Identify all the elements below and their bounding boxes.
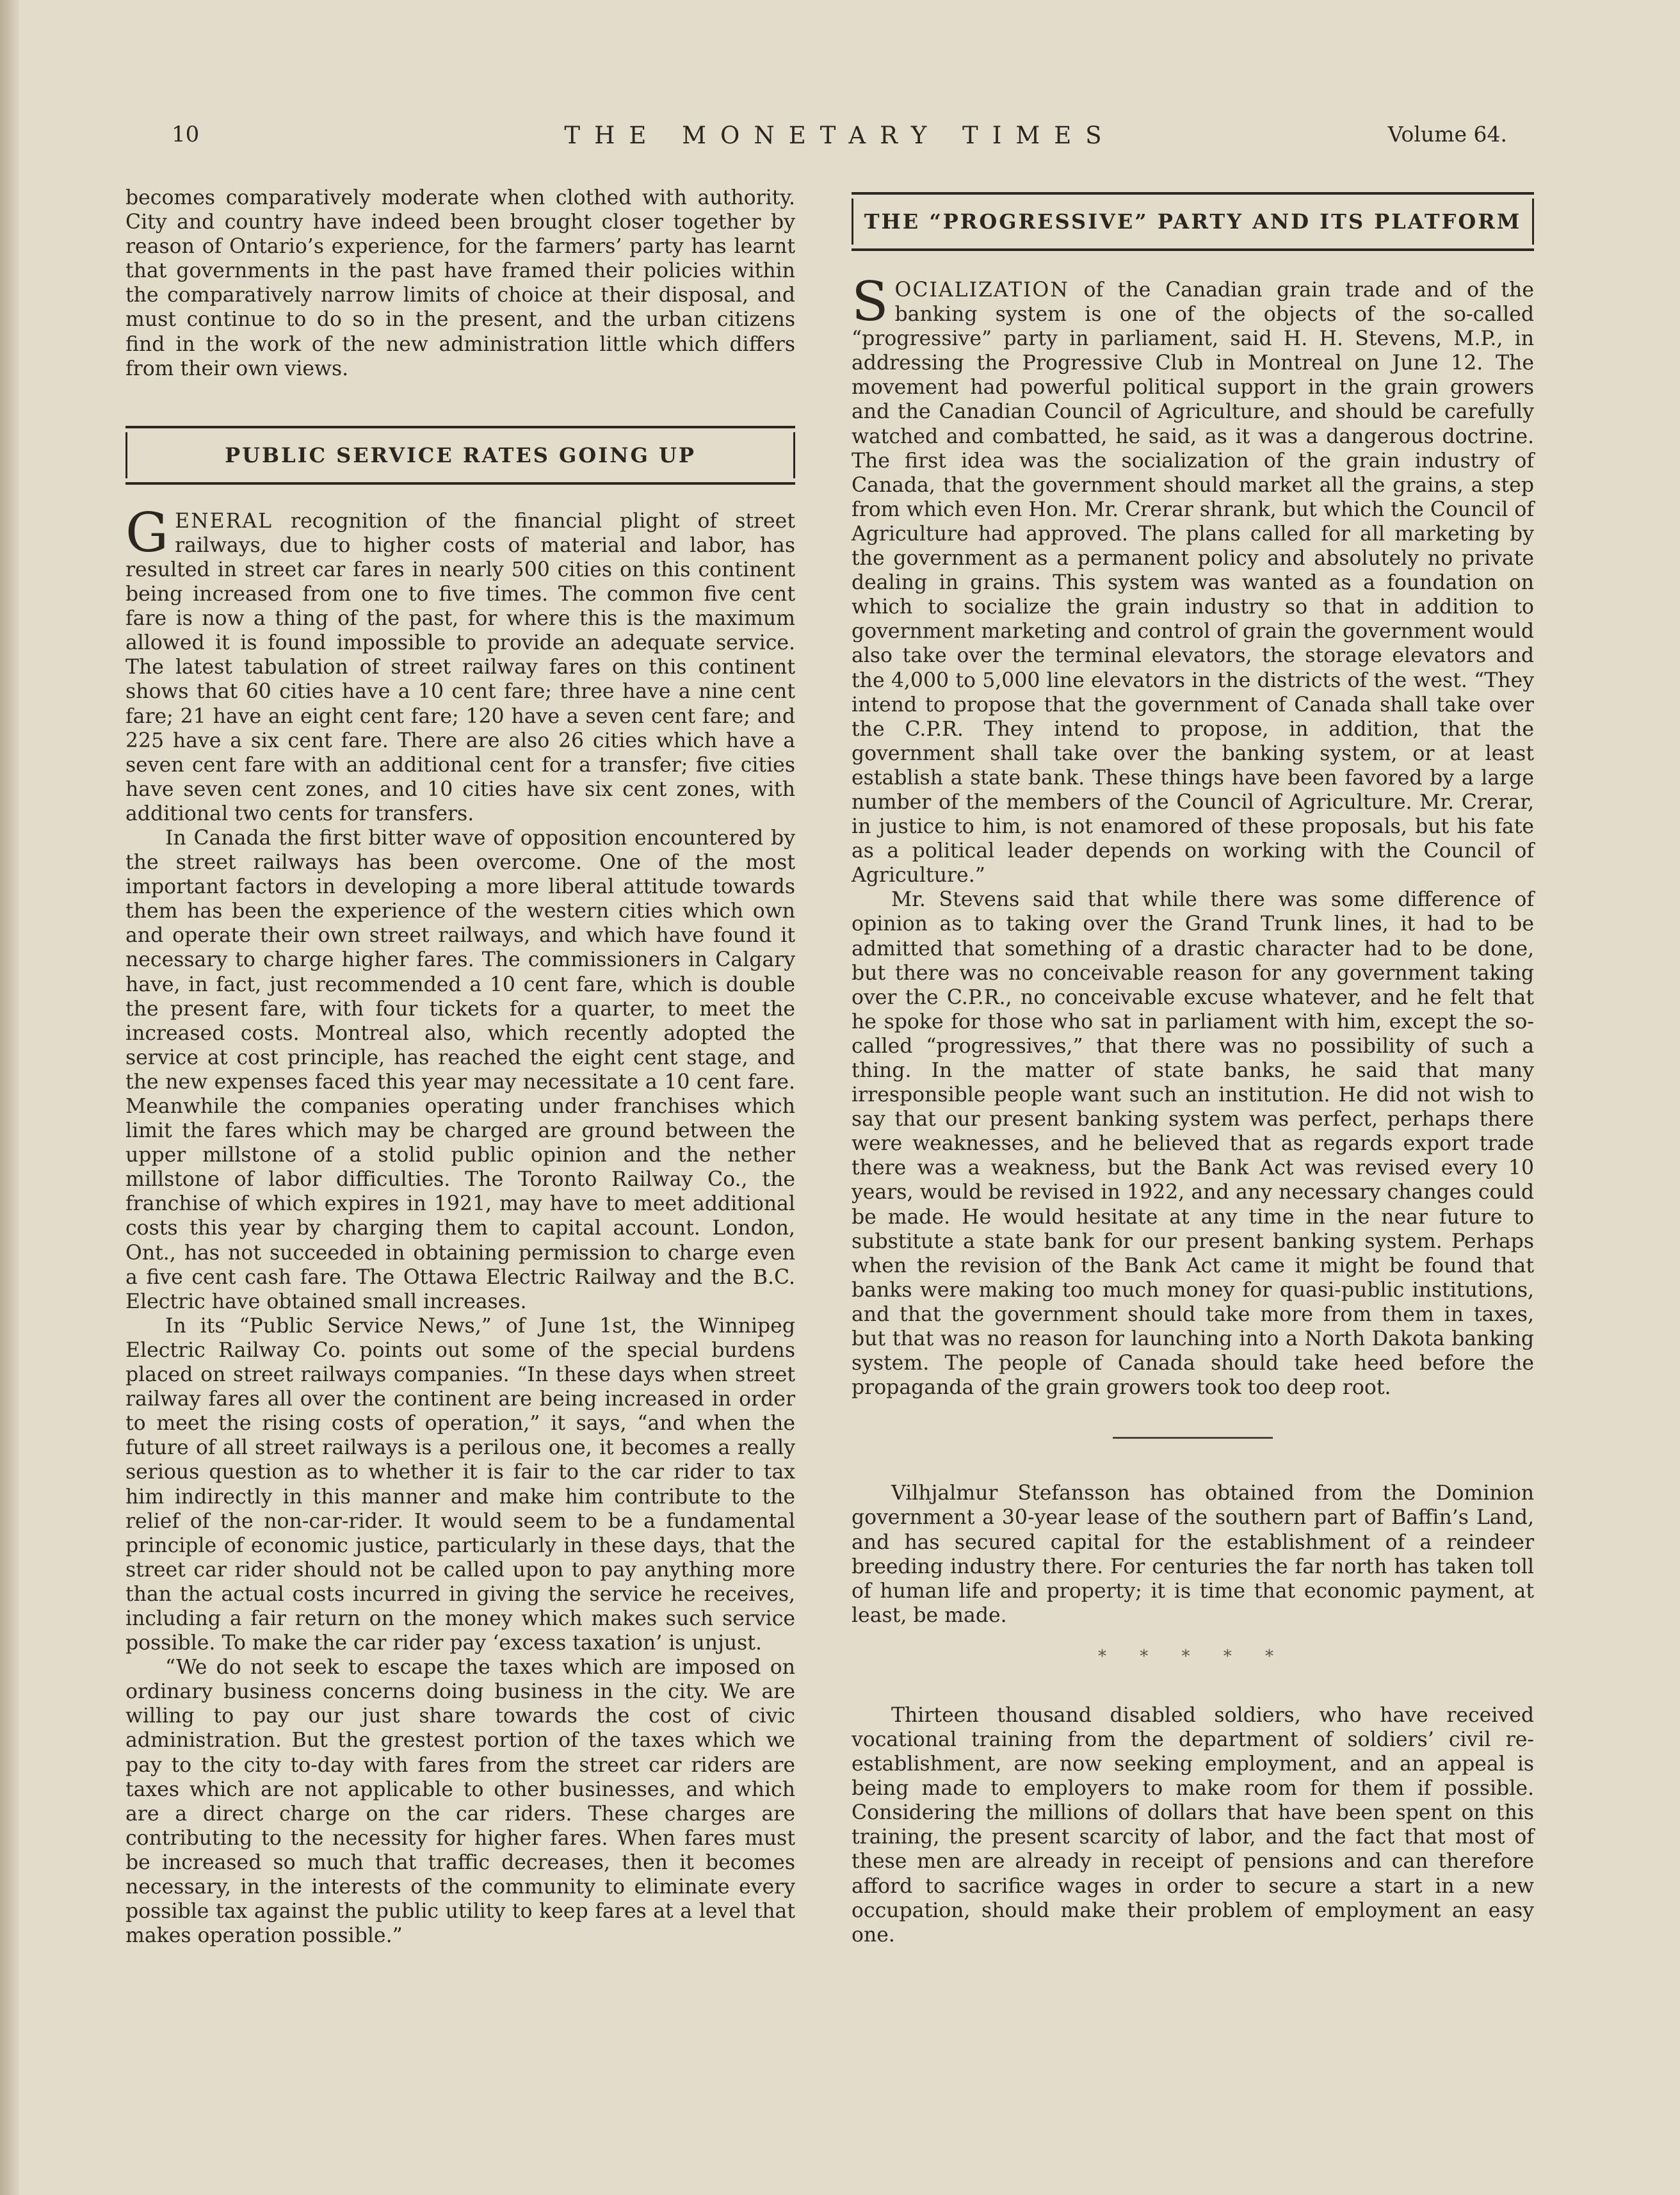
article-paragraph: [852, 270, 1534, 887]
volume-label: Volume 64.: [1387, 122, 1507, 147]
section-divider: [1113, 1437, 1273, 1439]
paragraph-text: recognition of the financial plight of street railways, due to higher costs of material and labor, has resulted in street car fares in nearly 500 cities on this continent being increased from one to five times. The common five cent fare is now a thing of the past, for where this is the maximum allowed it is found impossible to provide an adequate service. The latest tabulation of street railway fares on this continent shows that 60 cities have a 10 cent fare; three have a nine cent fare; 21 have an eight cent fare; 120 have a seven cent fare; and 225 have a six cent fare. There are also 26 cities which have a seven cent fare with an additional cent for a transfer; five cities have seven cent zones, and 10 cities have six cent zones, with additional two cents for transfers.: [125, 509, 795, 825]
masthead: THE MONETARY TIMES: [564, 122, 1116, 149]
continued-paragraph: becomes comparatively moderate when clothed with authority. City and country have indeed been brought closer together by reason of Ontario’s experience, for the farmers’ party has learnt that governments in the past have framed their policies within the comparatively narrow limits of choice at their disposal, and must continue to do so in the present, and the urban citizens find in the work of the new administration little which differs from their own views.: [125, 186, 795, 380]
news-note-stefansson: Vilhjalmur Stefansson has obtained from the Dominion government a 30-year lease of the southern part of Baffin’s Land, and has secured capital for the establishment of a reindeer breeding industry there. For centuries the far north has taken toll of human life and property; it is time that economic payment, at least, be made.: [852, 1482, 1534, 1627]
article-paragraph: In Canada the first bitter wave of opposition encountered by the street railways has been overcome. One of the most important factors in developing a more liberal attitude towards them has been the experience of the western cities which own and operate their own street railways, and which have found it necessary to charge higher fares. The commissioners in Calgary have, in fact, just recommended a 10 cent fare, which is double the present fare, with four tickets for a quarter, to meet the increased costs. Montreal also, which recently adopted the service at cost principle, has reached the eight cent stage, and the new expenses faced this year may necessitate a 10 cent fare. Meanwhile the companies operating under franchises which limit the fares which may be charged are ground between the upper millstone of a stolid public opinion and the nether millstone of labor difficulties. The Toronto Railway Co., the franchise of which expires in 1921, may have to meet additional costs this year by charging them to capital account. London, Ont., has not succeeded in obtaining permission to charge even a five cent cash fare. The Ottawa Electric Railway and the B.C. Electric have obtained small increases.: [125, 826, 795, 1313]
headline-box-public-service: [125, 426, 795, 485]
page-number: 10: [172, 122, 200, 147]
drop-cap: G: [125, 501, 169, 564]
page-binding-edge: [0, 0, 19, 2195]
article-paragraph: “We do not seek to escape the taxes which are imposed on ordinary business concerns doing business in the city. We are willing to pay our just share towards the cost of civic administration. But the grestest portion of the taxes which we pay to the city to-day with fares from the street car riders are taxes which are not applicable to other businesses, and which are a direct charge on the car riders. These charges are contributing to the necessity for higher fares. When fares must be increased so much that traffic decreases, then it becomes necessary, in the interests of the community to eliminate every possible tax against the public utility to keep fares at a level that makes operation possible.”: [125, 1656, 795, 1948]
article-progressive-party: [852, 270, 1534, 1400]
left-column: [125, 186, 795, 1948]
article-public-service-rates: [125, 501, 795, 1948]
drop-cap: S: [852, 270, 889, 333]
headline-progressive-party: THE “PROGRESSIVE” PARTY AND ITS PLATFORM: [864, 209, 1522, 234]
lead-words: ENERAL: [175, 509, 273, 533]
headline-public-service-rates: PUBLIC SERVICE RATES GOING UP: [225, 442, 696, 467]
article-paragraph: In its “Public Service News,” of June 1st, the Winnipeg Electric Railway Co. points out some of the special burdens placed on street railways companies. “In these days when street railway fares all over the continent are being increased in order to meet the rising costs of operation,” it says, “and when the future of all street railways is a perilous one, it becomes a really serious question as to whether it is fair to the car rider to tax him indirectly in this manner and make him contribute to the relief of the non-car-rider. It would seem to be a fundamental principle of economic justice, particularly in these days, that the street car rider should not be called upon to pay anything more than the actual costs incurred in giving the service he receives, including a fair return on the money which makes such service possible. To make the car rider pay ‘excess taxation’ is unjust.: [125, 1314, 795, 1655]
star-divider: * * * * *: [1097, 1646, 1288, 1666]
paragraph-text: of the Canadian grain trade and of the banking system is one of the objects of the so-called “progressive” party in parliament, said H. H. Stevens, M.P., in addressing the Progressive Club in Montreal on June 12. The movement had powerful political support in the grain growers and the Canadian Council of Agriculture, and should be carefully watched and combatted, he said, as it was a dangerous doctrine. The first idea was the socialization of the grain industry of Canada, that the government should market all the grains, a step from which even Hon. Mr. Crerar shrank, but which the Council of Agriculture had approved. The plans called for all marketing by the government as a permanent policy and absolutely no private dealing in grains. This system was wanted as a foundation on which to socialize the grain industry so that in addition to government marketing and control of grain the government would also take over the terminal elevators, the storage elevators and the 4,000 to 5,000 line elevators in the districts of the west. “They intend to propose that the government of Canada shall take over the C.P.R. They intend to propose, in addition, that the government shall take over the banking system, or at least establish a state bank. These things have been favored by a large number of the members of the Council of Agriculture. Mr. Crerar, in justice to him, is not enamored of these proposals, but his fate as a political leader depends on working with the Council of Agriculture.”: [852, 279, 1534, 887]
news-note-disabled-soldiers: Thirteen thousand disabled soldiers, who have received vocational training from the department of soldiers’ civil re-establishment, are now seeking employment, and an appeal is being made to employers to make room for them if possible. Considering the millions of dollars that have been spent on this training, the present scarcity of labor, and the fact that most of these men are already in receipt of pensions and can therefore afford to sacrifice wages in order to secure a start in a new occupation, should make their problem of employment an easy one.: [852, 1703, 1534, 1947]
right-column: [852, 192, 1534, 1947]
article-paragraph: Mr. Stevens said that while there was some difference of opinion as to taking over the Grand Trunk lines, it had to be admitted that something of a drastic character had to be done, but there was no conceivable reason for any government taking over the C.P.R., no conceivable excuse whatever, and he felt that he spoke for those who sat in parliament with him, except the so-called “progressives,” that there was no possibility of such a thing. In the matter of state banks, he said that many irresponsible people want such an institution. He did not wish to say that our present banking system was perfect, perhaps there were weaknesses, and he believed that as regards export trade there was a weakness, but the Bank Act was revised every 10 years, would be revised in 1922, and any necessary changes could be made. He would hesitate at any time in the near future to substitute a state bank for our present banking system. Perhaps when the revision of the Bank Act came it might be found that banks were making too much money for quasi-public institutions, and that the government should take more from them in taxes, but that was no reason for launching into a North Dakota banking system. The people of Canada should take heed before the propaganda of the grain growers took too deep root.: [852, 888, 1534, 1400]
headline-box-progressive-party: [852, 192, 1534, 251]
page-header: [0, 122, 1680, 154]
article-paragraph: [125, 501, 795, 826]
lead-words: OCIALIZATION: [894, 279, 1069, 302]
